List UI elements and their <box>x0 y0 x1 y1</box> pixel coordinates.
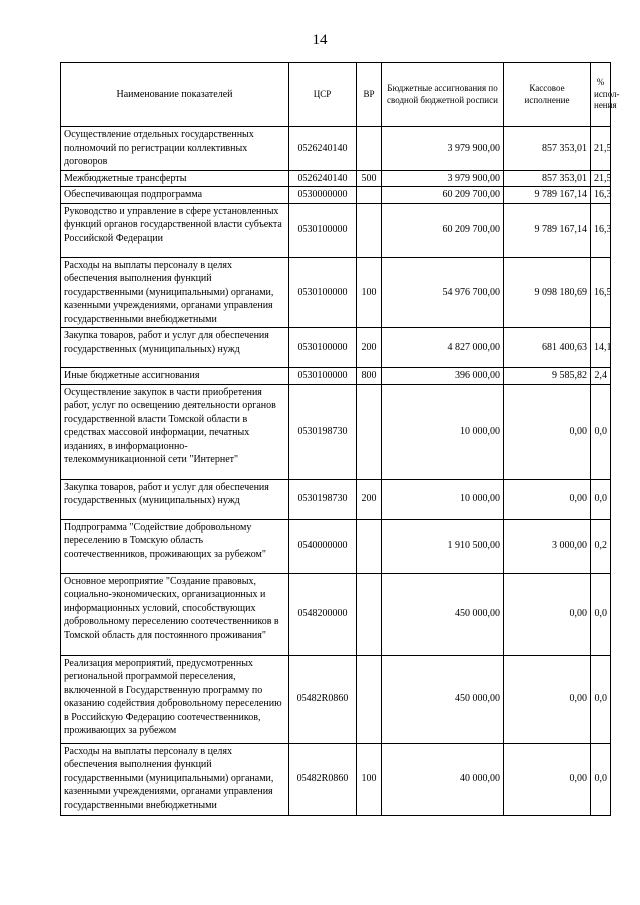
table-row <box>61 328 611 368</box>
table-row <box>61 187 611 204</box>
budget-execution-table <box>60 62 620 816</box>
row-budget: 1 910 500,00 <box>382 519 504 573</box>
row-percent: 0,0 <box>591 384 611 479</box>
row-vr: 200 <box>357 479 382 519</box>
row-cash: 857 353,01 <box>504 127 591 171</box>
row-name: Расходы на выплаты персоналу в целях обеспечения выполнения функций государственными (муниципальными) органами, казенными учреждениями, органами управления государственными внебюджетными <box>61 257 289 328</box>
row-cash: 681 400,63 <box>504 328 591 368</box>
row-name: Осуществление закупок в части приобретения работ, услуг по освещению деятельности органов государственной власти Томской области в средствах массовой информации, печатных изданиях, в информационно-телекоммуникационной сети "Интернет" <box>61 384 289 479</box>
table-header-row <box>61 63 611 127</box>
row-budget: 450 000,00 <box>382 655 504 743</box>
row-name: Реализация мероприятий, предусмотренных региональной программой переселения, включенной в Государственную программу по оказанию содействия добровольному переселению в Российскую Федерацию соотечественников, проживающих за рубежом <box>61 655 289 743</box>
row-cash: 0,00 <box>504 655 591 743</box>
table-row <box>61 573 611 655</box>
row-percent: 16,3 <box>591 203 611 257</box>
table-row <box>61 655 611 743</box>
row-csr: 0530000000 <box>289 187 357 204</box>
row-budget: 3 979 900,00 <box>382 127 504 171</box>
row-cash: 0,00 <box>504 743 591 815</box>
row-budget: 60 209 700,00 <box>382 187 504 204</box>
row-name: Руководство и управление в сфере установленных функций органов государственной власти субъекта Российской Федерации <box>61 203 289 257</box>
row-name: Закупка товаров, работ и услуг для обеспечения государственных (муниципальных) нужд <box>61 328 289 368</box>
row-budget: 396 000,00 <box>382 368 504 385</box>
row-name: Осуществление отдельных государственных полномочий по регистрации коллективных договоров <box>61 127 289 171</box>
row-percent: 2,4 <box>591 368 611 385</box>
row-name: Подпрограмма "Содействие добровольному переселению в Томскую область соотечественников, проживающих за рубежом" <box>61 519 289 573</box>
row-name: Закупка товаров, работ и услуг для обеспечения государственных (муниципальных) нужд <box>61 479 289 519</box>
header-vr: ВР <box>357 63 382 127</box>
row-percent: 21,5 <box>591 127 611 171</box>
row-budget: 54 976 700,00 <box>382 257 504 328</box>
row-cash: 857 353,01 <box>504 170 591 187</box>
row-percent: 14,1 <box>591 328 611 368</box>
row-name: Расходы на выплаты персоналу в целях обеспечения выполнения функций государственными (муниципальными) органами, казенными учреждениями, органами управления государственными внебюджетными <box>61 743 289 815</box>
row-name: Иные бюджетные ассигнования <box>61 368 289 385</box>
table-row <box>61 519 611 573</box>
row-cash: 0,00 <box>504 384 591 479</box>
row-percent: 0,0 <box>591 743 611 815</box>
row-csr: 0526240140 <box>289 127 357 171</box>
row-csr: 0530100000 <box>289 203 357 257</box>
row-vr: 800 <box>357 368 382 385</box>
row-vr <box>357 573 382 655</box>
header-budget: Бюджетные ассигнования по сводной бюджетной росписи <box>382 63 504 127</box>
row-csr: 05482R0860 <box>289 743 357 815</box>
table-row <box>61 257 611 328</box>
row-cash: 3 000,00 <box>504 519 591 573</box>
header-cash: Кассовое исполнение <box>504 63 591 127</box>
table-row <box>61 368 611 385</box>
table-row <box>61 170 611 187</box>
table-row <box>61 127 611 171</box>
header-percent: % испол-нения <box>591 63 611 127</box>
row-budget: 450 000,00 <box>382 573 504 655</box>
row-csr: 0530198730 <box>289 384 357 479</box>
row-cash: 9 585,82 <box>504 368 591 385</box>
row-budget: 3 979 900,00 <box>382 170 504 187</box>
row-percent: 0,0 <box>591 655 611 743</box>
row-budget: 40 000,00 <box>382 743 504 815</box>
row-name: Обеспечивающая подпрограмма <box>61 187 289 204</box>
row-budget: 60 209 700,00 <box>382 203 504 257</box>
row-name: Межбюджетные трансферты <box>61 170 289 187</box>
row-vr: 200 <box>357 328 382 368</box>
header-csr: ЦСР <box>289 63 357 127</box>
row-vr: 100 <box>357 257 382 328</box>
page-number: 14 <box>312 32 328 48</box>
row-budget: 10 000,00 <box>382 479 504 519</box>
row-csr: 0530100000 <box>289 328 357 368</box>
row-csr: 0548200000 <box>289 573 357 655</box>
row-percent: 16,3 <box>591 187 611 204</box>
row-percent: 0,2 <box>591 519 611 573</box>
row-cash: 0,00 <box>504 479 591 519</box>
row-budget: 4 827 000,00 <box>382 328 504 368</box>
table-row <box>61 479 611 519</box>
row-percent: 21,5 <box>591 170 611 187</box>
row-csr: 0540000000 <box>289 519 357 573</box>
row-vr <box>357 127 382 171</box>
row-name: Основное мероприятие "Создание правовых, социально-экономических, организационных и информационных условий, способствующих добровольному переселению соотечественников в Томской область для постоянного проживания" <box>61 573 289 655</box>
row-csr: 05482R0860 <box>289 655 357 743</box>
table-row <box>61 384 611 479</box>
row-vr <box>357 519 382 573</box>
row-percent: 0,0 <box>591 479 611 519</box>
row-csr: 0530100000 <box>289 368 357 385</box>
row-vr <box>357 384 382 479</box>
header-name: Наименование показателей <box>61 63 289 127</box>
row-cash: 9 098 180,69 <box>504 257 591 328</box>
row-csr: 0526240140 <box>289 170 357 187</box>
table-row <box>61 743 611 815</box>
row-csr: 0530100000 <box>289 257 357 328</box>
table-row <box>61 203 611 257</box>
row-csr: 0530198730 <box>289 479 357 519</box>
row-vr: 100 <box>357 743 382 815</box>
row-percent: 16,5 <box>591 257 611 328</box>
row-cash: 0,00 <box>504 573 591 655</box>
row-vr <box>357 203 382 257</box>
row-vr: 500 <box>357 170 382 187</box>
row-vr <box>357 655 382 743</box>
row-budget: 10 000,00 <box>382 384 504 479</box>
row-cash: 9 789 167,14 <box>504 187 591 204</box>
row-cash: 9 789 167,14 <box>504 203 591 257</box>
row-percent: 0,0 <box>591 573 611 655</box>
row-vr <box>357 187 382 204</box>
